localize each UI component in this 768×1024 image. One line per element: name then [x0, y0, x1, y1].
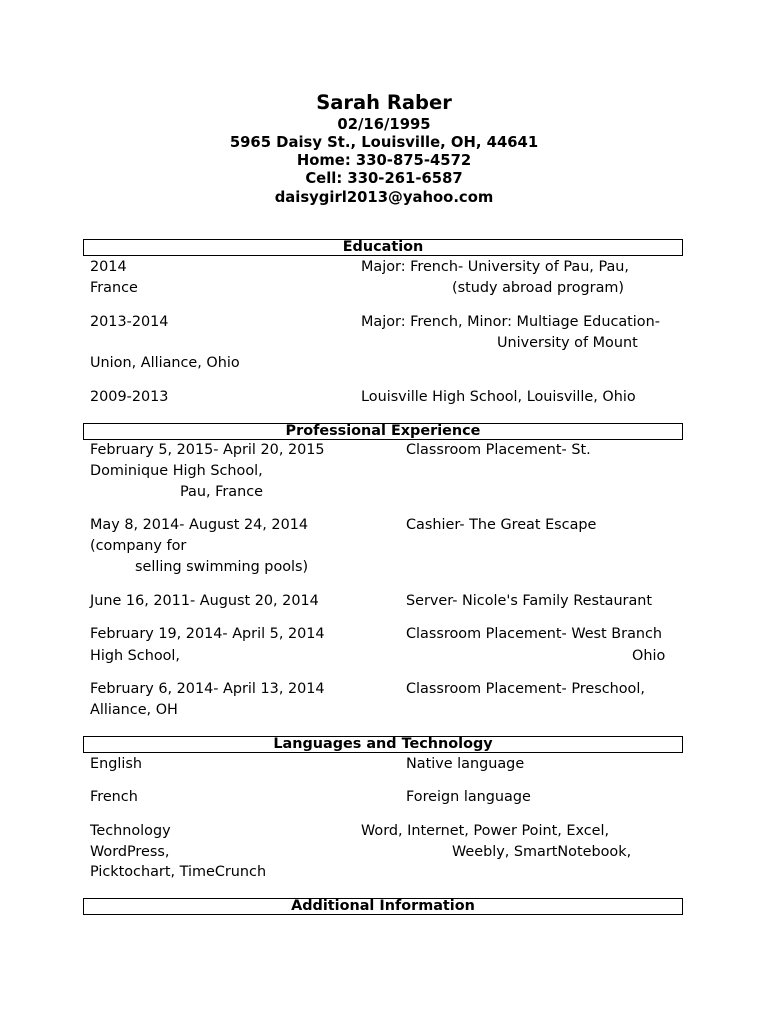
education-date: 2013-2014 [90, 314, 169, 330]
experience-date: February 19, 2014- April 5, 2014 [90, 626, 325, 642]
education-description: Major: French, Minor: Multiage Education- [361, 314, 660, 330]
technology-description-continued: Weebly, SmartNotebook, [452, 844, 632, 860]
experience-date: February 6, 2014- April 13, 2014 [90, 681, 325, 697]
education-description-continued: (study abroad program) [452, 280, 625, 296]
section-header-additional: Additional Information [83, 898, 683, 915]
language-item: French [90, 789, 138, 805]
experience-description-continued: High School, [90, 648, 180, 664]
technology-description: Word, Internet, Power Point, Excel, [361, 823, 610, 839]
education-description: Louisville High School, Louisville, Ohio [361, 389, 636, 405]
language-item: English [90, 756, 142, 772]
experience-description: Classroom Placement- St. [406, 442, 591, 458]
resume-name: Sarah Raber [316, 91, 452, 114]
date-of-birth: 02/16/1995 [337, 116, 431, 133]
experience-date: May 8, 2014- August 24, 2014 [90, 517, 309, 533]
language-description: Foreign language [406, 789, 531, 805]
language-description: Native language [406, 756, 525, 772]
technology-description-continued: Picktochart, TimeCrunch [90, 864, 267, 880]
experience-description: Classroom Placement- West Branch [406, 626, 663, 642]
experience-description: Cashier- The Great Escape [406, 517, 597, 533]
experience-description: Server- Nicole's Family Restaurant [406, 593, 653, 609]
email: daisygirl2013@yahoo.com [274, 189, 494, 206]
experience-date: June 16, 2011- August 20, 2014 [90, 593, 319, 609]
education-description-continued: France [90, 280, 138, 296]
education-date: 2014 [90, 259, 127, 275]
experience-description-continued: selling swimming pools) [135, 559, 309, 575]
experience-description-continued: Dominique High School, [90, 463, 263, 479]
section-header-languages: Languages and Technology [83, 736, 683, 753]
cell-phone: Cell: 330-261-6587 [305, 170, 463, 187]
experience-description: Classroom Placement- Preschool, [406, 681, 645, 697]
experience-description-continued: Alliance, OH [90, 702, 178, 718]
address: 5965 Daisy St., Louisville, OH, 44641 [229, 134, 539, 151]
section-header-experience: Professional Experience [83, 423, 683, 440]
technology-description-continued: WordPress, [90, 844, 170, 860]
education-description-continued: Union, Alliance, Ohio [90, 355, 240, 371]
education-description: Major: French- University of Pau, Pau, [361, 259, 630, 275]
technology-item: Technology [90, 823, 171, 839]
experience-description-continued: (company for [90, 538, 187, 554]
education-date: 2009-2013 [90, 389, 169, 405]
experience-description-continued: Ohio [632, 648, 666, 664]
education-description-continued: University of Mount [497, 335, 638, 351]
section-header-education: Education [83, 239, 683, 256]
home-phone: Home: 330-875-4572 [296, 152, 472, 169]
experience-description-continued: Pau, France [180, 484, 263, 500]
experience-date: February 5, 2015- April 20, 2015 [90, 442, 325, 458]
